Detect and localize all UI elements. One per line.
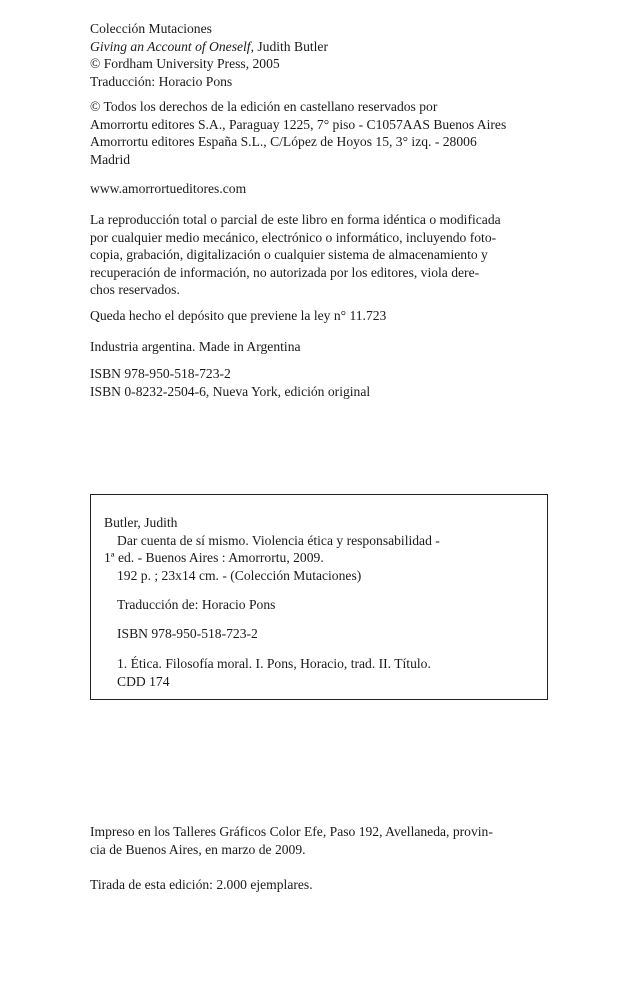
industry-line: Industria argentina. Made in Argentina	[90, 339, 301, 354]
printing-block	[90, 823, 550, 858]
reproduction-notice	[90, 211, 550, 299]
catalog-translation: Traducción de: Horacio Pons	[117, 597, 276, 612]
rights-line: Amorrortu editores S.A., Paraguay 1225, 7° piso - C1057AAS Buenos Aires	[90, 116, 507, 132]
catalog-subjects: 1. Ética. Filosofía moral. I. Pons, Horacio, trad. II. Título.	[117, 656, 431, 671]
rights-line: Amorrortu editores España S.L., C/López de Hoyos 15, 3° izq. - 28006	[90, 134, 477, 149]
isbn-line: ISBN 978-950-518-723-2	[90, 366, 231, 381]
original-title: Giving an Account of Oneself	[90, 38, 251, 54]
printing-line: Impreso en los Talleres Gráficos Color Efe, Paso 192, Avellaneda, provin-	[90, 824, 493, 839]
industry-block	[90, 338, 550, 356]
original-author: , Judith Butler	[250, 38, 328, 54]
original-title-line	[90, 38, 550, 56]
legal-deposit: Queda hecho el depósito que previene la ley n° 11.723	[90, 308, 387, 323]
catalog-record-main	[104, 514, 492, 584]
catalog-edition: 1ª ed. - Buenos Aires : Amorrortu, 2009.	[104, 550, 324, 565]
deposit-block	[90, 307, 550, 325]
printing-line: cia de Buenos Aires, en marzo de 2009.	[90, 841, 306, 857]
reproduction-line: La reproducción total o parcial de este libro en forma idéntica o modificada	[90, 212, 501, 227]
catalog-author: Butler, Judith	[104, 515, 178, 530]
website-block	[90, 180, 550, 198]
translation-credit: Traducción: Horacio Pons	[90, 73, 233, 89]
catalog-title: Dar cuenta de sí mismo. Violencia ética y responsabilidad -	[117, 532, 440, 548]
reproduction-line: recuperación de información, no autorizada por los editores, viola dere-	[90, 264, 480, 280]
print-run-block	[90, 876, 550, 894]
rights-line: Madrid	[90, 151, 131, 167]
catalog-isbn: ISBN 978-950-518-723-2	[117, 626, 258, 641]
isbn-block	[90, 365, 550, 400]
catalog-cdd: CDD 174	[117, 673, 170, 689]
catalog-isbn-block	[104, 625, 492, 643]
website-url: www.amorrortueditores.com	[90, 181, 247, 196]
rights-block	[90, 98, 550, 168]
header-block	[90, 20, 550, 90]
isbn-line: ISBN 0-8232-2504-6, Nueva York, edición original	[90, 383, 371, 399]
catalog-subjects-block	[104, 655, 492, 690]
reproduction-line: chos reservados.	[90, 282, 180, 297]
original-copyright: © Fordham University Press, 2005	[90, 56, 280, 71]
print-run: Tirada de esta edición: 2.000 ejemplares.	[90, 877, 313, 892]
collection-name: Colección Mutaciones	[90, 21, 212, 36]
catalog-physical-description: 192 p. ; 23x14 cm. - (Colección Mutaciones)	[117, 567, 362, 583]
reproduction-line: por cualquier medio mecánico, electrónico o informático, incluyendo foto-	[90, 229, 497, 245]
rights-line: © Todos los derechos de la edición en castellano reservados por	[90, 99, 438, 114]
reproduction-line: copia, grabación, digitalización o cualquier sistema de almacenamiento y	[90, 247, 488, 262]
catalog-translation-block	[104, 596, 492, 614]
